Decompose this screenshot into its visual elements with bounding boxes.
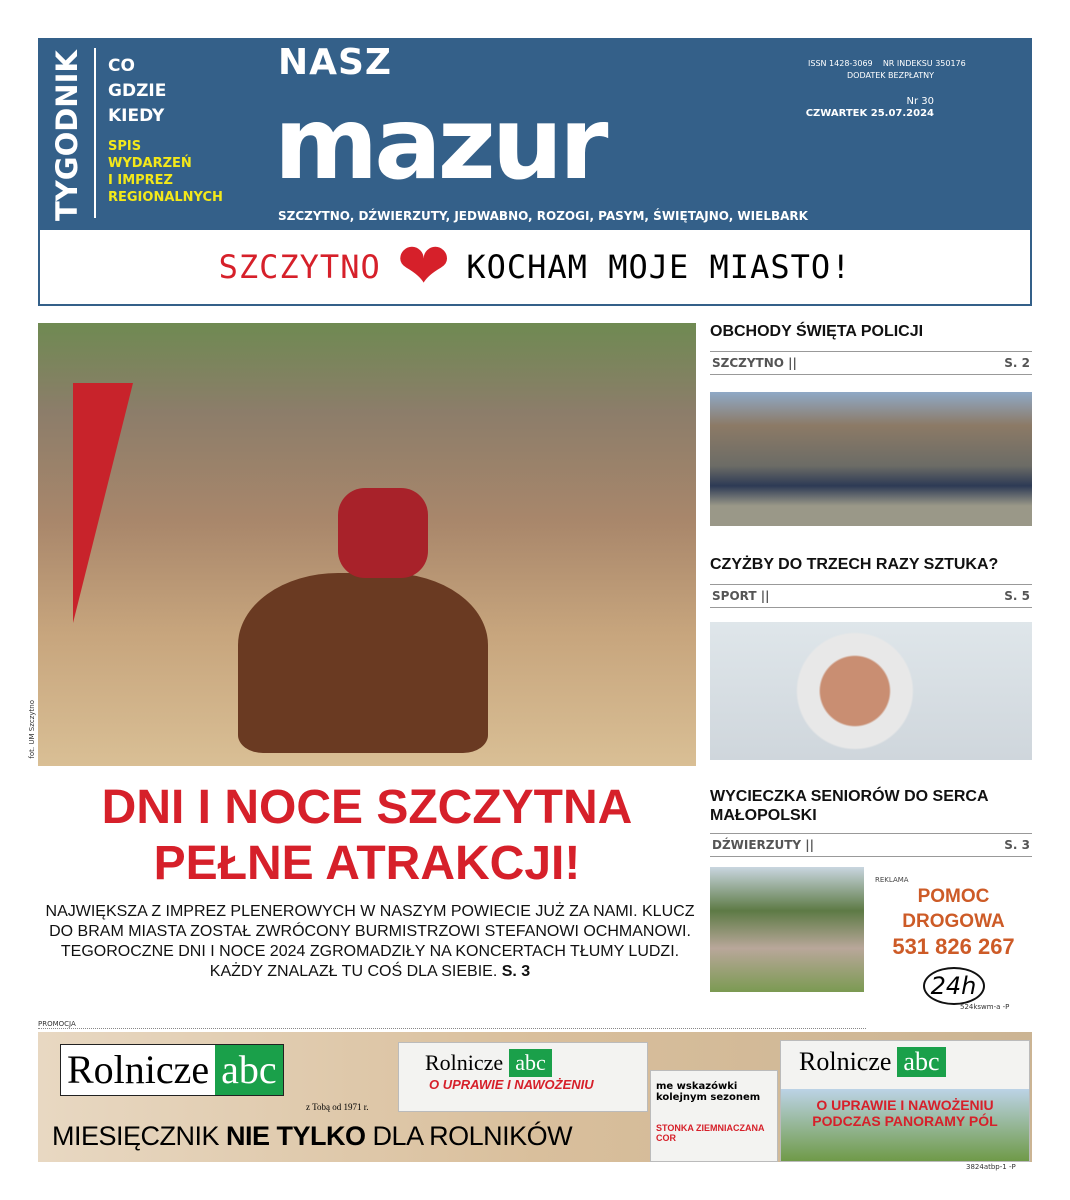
lead-text — [45, 902, 695, 982]
article-page: S. 3 — [1004, 838, 1030, 852]
towns-list: SZCZYTNO, DŹWIERZUTY, JEDWABNO, ROZOGI, PASYM, ŚWIĘTAJNO, WIELBARK — [278, 209, 808, 223]
ad-pomoc-drogowa[interactable] — [875, 876, 1032, 1005]
slogan-part: DLA ROLNIKÓW — [365, 1121, 573, 1151]
banner-slogan: KOCHAM MOJE MIASTO! — [466, 248, 852, 286]
promo-label: PROMOCJA — [38, 1020, 866, 1029]
lead-page-ref[interactable]: S. 3 — [501, 963, 531, 980]
article-seniors[interactable] — [710, 787, 1032, 857]
promo-code: 3824atbp-1 -P — [966, 1163, 1016, 1171]
article-page: S. 2 — [1004, 356, 1030, 370]
article-meta — [710, 833, 1032, 857]
paper-text: kolejnym sezonem — [656, 1092, 761, 1103]
ad-phone: 531 826 267 — [892, 934, 1015, 959]
headline-line: PEŁNE ATRAKCJI! — [153, 837, 581, 890]
ad-rolnicze-abc[interactable] — [38, 1032, 1032, 1162]
main-photo — [38, 323, 696, 766]
cgk-line: KIEDY — [108, 106, 165, 126]
slogan-part: MIESIĘCZNIK — [52, 1121, 227, 1151]
banner-city: SZCZYTNO — [218, 248, 381, 286]
paper-headline: PODCZAS PANORAMY PÓL — [812, 1113, 998, 1129]
article-section: SZCZYTNO || — [712, 356, 797, 370]
logo-nasz: NASZ — [278, 42, 393, 83]
article-police[interactable] — [710, 322, 1032, 375]
logo-part: Rolnicze — [799, 1047, 892, 1076]
article-section: DŹWIERZUTY || — [712, 838, 815, 852]
ad-badge-24h: 24h — [923, 967, 985, 1005]
issue-number: Nr 30 — [906, 96, 934, 107]
paper-1 — [398, 1042, 648, 1112]
tygodnik-label: TYGODNIK — [50, 50, 84, 221]
paper-2 — [650, 1070, 778, 1162]
police-photo — [710, 392, 1032, 526]
paper-3 — [780, 1040, 1030, 1162]
dodatek: DODATEK BEZPŁATNY — [846, 71, 934, 80]
photo-credit: fot. UM Szczytno — [28, 700, 36, 759]
article-title: OBCHODY ŚWIĘTA POLICJI — [710, 323, 924, 340]
spis-line: I IMPREZ — [108, 173, 173, 188]
divider — [94, 48, 96, 218]
paper-text: me wskazówki — [656, 1081, 738, 1092]
ad-code: 524kswm-a -P — [960, 1003, 1010, 1011]
issn-info — [808, 58, 966, 82]
logo-part: abc — [509, 1049, 552, 1077]
lead-body: NAJWIĘKSZA Z IMPREZ PLENEROWYCH W NASZYM POWIECIE JUŻ ZA NAMI. KLUCZ DO BRAM MIASTA ZOSTAŁ ZWRÓCONY BURMISTRZOWI STEFANOWI OCHMANOWI. TEGOROCZNE DNI I NOCE 2024 ZGROMADZIŁY NA KONCERTACH TŁUMY LUDZI. KAŻDY ZNALAZŁ TU COŚ DLA SIEBIE. — [45, 903, 695, 980]
since-text: z Tobą od 1971 r. — [306, 1102, 369, 1112]
issue-info — [798, 96, 934, 120]
logo-part: abc — [215, 1045, 283, 1095]
paper-text: STONKA ZIEMNIACZANA COR — [656, 1123, 765, 1143]
issn: ISSN 1428-3069 NR INDEKSU 350176 — [808, 59, 966, 68]
paper-logo — [419, 1049, 552, 1077]
article-sport[interactable] — [710, 555, 1032, 608]
spis-line: SPIS — [108, 139, 142, 154]
slogan — [52, 1120, 572, 1152]
rolnicze-logo — [60, 1044, 284, 1096]
horse-shape — [238, 573, 488, 753]
logo-part: abc — [897, 1047, 945, 1077]
main-headline[interactable] — [38, 780, 696, 892]
masthead — [38, 38, 1032, 230]
cgk-line: CO — [108, 56, 135, 76]
rider-shape — [338, 488, 428, 578]
flag-shape — [73, 383, 133, 623]
logo-part: Rolnicze — [67, 1047, 210, 1092]
article-section: SPORT || — [712, 589, 770, 603]
spis-line: WYDARZEŃ — [108, 156, 192, 171]
article-title: CZYŻBY DO TRZECH RAZY SZTUKA? — [710, 556, 999, 573]
headline-line: DNI I NOCE SZCZYTNA — [101, 781, 633, 834]
logo-mazur: mazur — [274, 85, 605, 202]
paper-logo — [793, 1047, 946, 1077]
paper-cover — [781, 1089, 1029, 1161]
sport-photo — [710, 622, 1032, 760]
paper-headline: O UPRAWIE I NAWOŻENIU — [816, 1097, 994, 1113]
spis-line: REGIONALNYCH — [108, 190, 223, 205]
slogan-bold: NIE TYLKO — [226, 1121, 366, 1151]
spis-wydarzen — [108, 138, 223, 206]
article-page: S. 5 — [1004, 589, 1030, 603]
article-title: WYCIECZKA SENIORÓW DO SERCA MAŁOPOLSKI — [710, 788, 988, 824]
logo-part: Rolnicze — [425, 1050, 504, 1075]
ad-line1: POMOC DROGOWA — [902, 886, 1005, 932]
city-banner — [38, 230, 1032, 306]
seniors-photo — [710, 867, 864, 992]
ad-label: REKLAMA — [875, 876, 909, 884]
cgk-line: GDZIE — [108, 81, 167, 101]
co-gdzie-kiedy — [108, 54, 166, 129]
article-meta — [710, 584, 1032, 608]
article-meta — [710, 351, 1032, 375]
issue-date: CZWARTEK 25.07.2024 — [805, 108, 934, 119]
paper-headline: O UPRAWIE I NAWOŻENIU — [429, 1077, 594, 1092]
heart-icon: ❤ — [396, 230, 451, 304]
